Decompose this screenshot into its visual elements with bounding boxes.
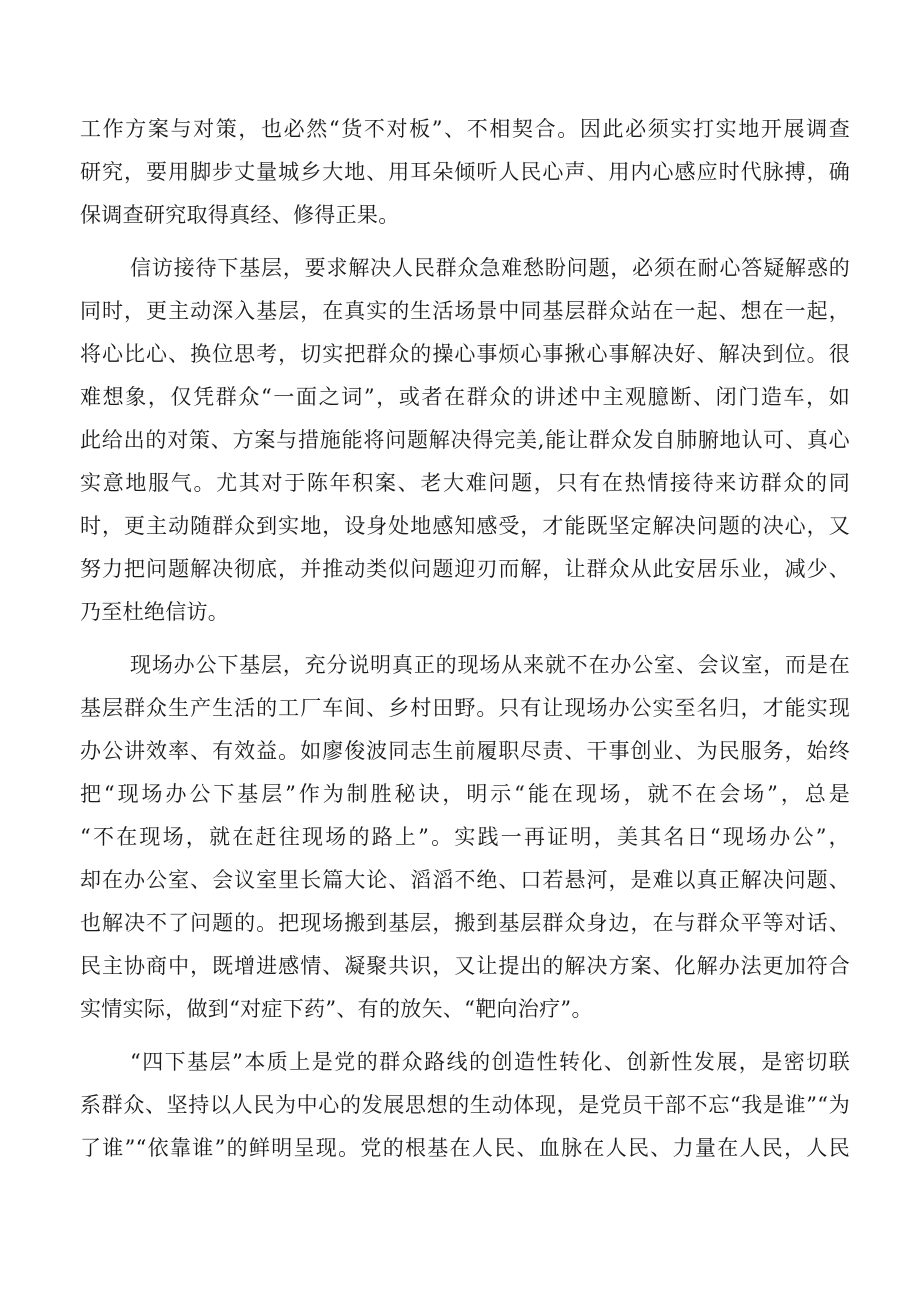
paragraph-3-line-9: 实情实际，做到“对症下药”、有的放矢、“靶向治疗”。 — [80, 997, 593, 1021]
paragraph-2-line-1: 信访接待下基层，要求解决人民群众急难愁盼问题，必须在耐心答疑解惑的 — [130, 256, 850, 280]
paragraph-2-line-8: 努力把问题解决彻底，并推动类似问题迎刃而解，让群众从此安居乐业，减少、 — [80, 557, 850, 581]
paragraph-3-line-5: “不在现场，就在赶往现场的路上”。实践一再证明，美其名日“现场办公”， — [80, 825, 850, 849]
paragraph-3-line-1: 现场办公下基层，充分说明真正的现场从来就不在办公室、会议室，而是在 — [130, 653, 850, 677]
paragraph-4-line-2: 系群众、坚持以人民为中心的发展思想的生动体现，是党员干部不忘“我是谁”“为 — [80, 1093, 850, 1117]
paragraph-3-line-8: 民主协商中，既增进感情、凝聚共识，又让提出的解决方案、化解办法更加符合 — [80, 954, 850, 978]
paragraph-2-line-6: 实意地服气。尤其对于陈年积案、老大难问题，只有在热情接待来访群众的同 — [80, 471, 850, 495]
paragraph-2-line-3: 将心比心、换位思考，切实把群众的操心事烦心事揪心事解决好、解决到位。很 — [80, 342, 850, 366]
paragraph-3-line-7: 也解决不了问题的。把现场搬到基层，搬到基层群众身边，在与群众平等对话、 — [80, 911, 850, 935]
paragraph-2-line-7: 时，更主动随群众到实地，设身处地感知感受，才能既坚定解决问题的决心，又 — [80, 514, 850, 538]
paragraph-3-line-3: 办公讲效率、有效益。如廖俊波同志生前履职尽责、干事创业、为民服务，始终 — [80, 739, 850, 763]
paragraph-3-line-4: 把“现场办公下基层”作为制胜秘诀，明示“能在现场，就不在会场”，总是 — [80, 782, 850, 806]
paragraph-1-line-3: 保调查研究取得真经、修得正果。 — [80, 203, 400, 227]
paragraph-3-line-2: 基层群众生产生活的工厂车间、乡村田野。只有让现场办公实至名归，才能实现 — [80, 696, 850, 720]
paragraph-2-line-4: 难想象，仅凭群众“一面之词”，或者在群众的讲述中主观臆断、闭门造车，如 — [80, 385, 850, 409]
paragraph-2-line-5: 此给出的对策、方案与措施能将问题解决得完美,能让群众发自肺腑地认可、真心 — [80, 428, 850, 452]
paragraph-2-line-9: 乃至杜绝信访。 — [80, 600, 230, 624]
paragraph-1-line-2: 研究，要用脚步丈量城乡大地、用耳朵倾听人民心声、用内心感应时代脉搏，确 — [80, 160, 850, 184]
paragraph-3-line-6: 却在办公室、会议室里长篇大论、滔滔不绝、口若悬河，是难以真正解决问题、 — [80, 868, 850, 892]
paragraph-4-line-3: 了谁”“依靠谁”的鲜明呈现。党的根基在人民、血脉在人民、力量在人民，人民 — [80, 1136, 850, 1160]
paragraph-2-line-2: 同时，更主动深入基层，在真实的生活场景中同基层群众站在一起、想在一起， — [80, 299, 850, 323]
paragraph-4-line-1: “四下基层”本质上是党的群众路线的创造性转化、创新性发展，是密切联 — [130, 1050, 850, 1074]
paragraph-1-line-1: 工作方案与对策，也必然“货不对板”、不相契合。因此必须实打实地开展调查 — [80, 117, 850, 141]
